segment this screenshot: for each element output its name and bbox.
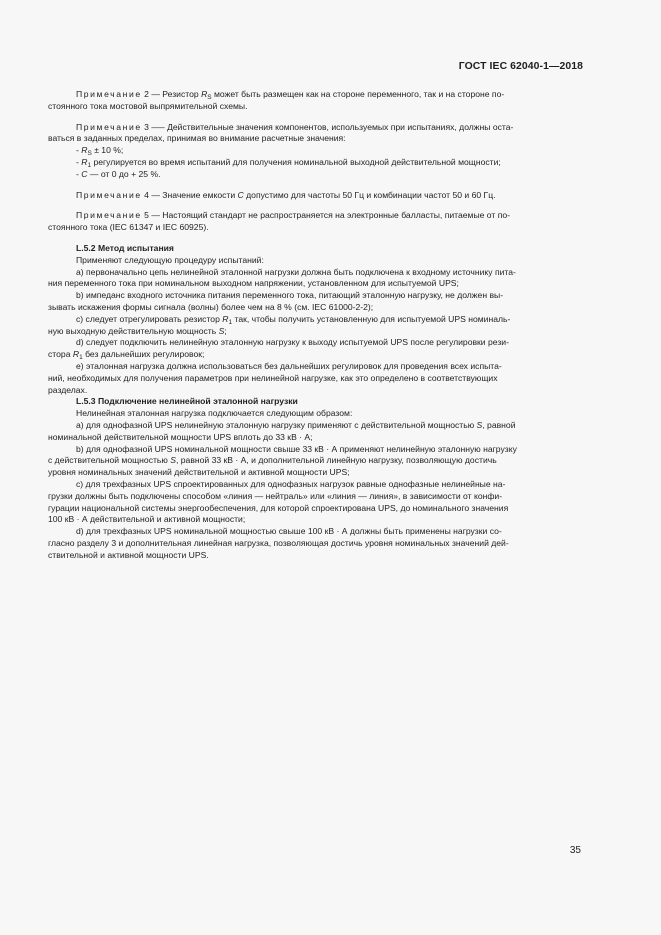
list-item-b: b) импеданс входного источника питания переменного тока, питающий эталонную нагрузку, не должен вы- [76,290,504,301]
note-3-item: - $R_S \pm 10$ %; [76,145,124,158]
section-heading: L.5.2 Метод испытания [76,242,174,253]
list-item-b: b) для однофазной UPS номинальной мощности свыше 33 кВ · А применяют нелинейную эталонную нагрузку [76,443,517,454]
list-item-a: а) первоначально цепь нелинейной эталонной нагрузки должна быть подключена к входному источнику пита- [76,266,516,277]
note-2: Примечание 2 — Резистор $R_S$ может быть размещен как на стороне переменного, так и на стороне по- стоянного тока мостовой выпрямительной схемы. [48,89,505,111]
note-number: 3 [144,121,149,132]
note-label: Примечание [76,121,142,132]
note-3: Примечание 3 —– Действительные значения компонентов, используемых при испытаниях, должны оста- ваться в заданных пределах, принимая во внимание расчетные значения: - $R_S \pm 10$ %; - $R_1$ регулируется во время испытаний для получения номинальной выходной действительной мощности; - C — от 0 до + 25 %. [76,122,584,181]
document-body [48,89,584,561]
page-number: 35 [569,845,581,856]
document-header: ГОСТ IEC 62040-1—2018 [458,61,583,72]
section-l53: L.5.3 Подключение нелинейной эталонной нагрузки Нелинейная эталонная нагрузка подключается следующим образом: а) для однофазной UPS нелинейную эталонную нагрузку применяют с действительной мощностью S, равной номинальной действительной мощности UPS вплоть до 33 кВ · А; b) для однофазной UPS номинальной мощности свыше 33 кВ · А применяют нелинейную эталонную нагрузку с действительной мощностью S, равной 33 кВ · А, и дополнительной линейную нагрузку, позволяющую достичь уровня номинальных значений действительной и активной мощности UPS; с) для трехфазных UPS спроектированных для однофазных нагрузок равные однофазные нелинейные на- грузки должны быть подключены способом «линия — нейтраль» или «линия — линия», в зависимости от конфи- гурации национальной системы энергообеспечения, для которой спроектирована UPS, до номинального значения 100 кВ · А действительной и активной мощности; d) для трехфазных UPS номинальной мощностью свыше 100 кВ · А должны быть применены нагрузки со- гласно разделу 3 и дополнительная линейная нагрузка, позволяющая достичь уровня номинальных значений дей- ствительной и активной мощности UPS. [48,396,584,561]
list-item-c: с) для трехфазных UPS спроектированных для однофазных нагрузок равные однофазные нелинейные на- [76,478,506,489]
note-5: Примечание 5 — Настоящий стандарт не распространяется на электронные балласты, питаемые от по- стоянного тока (IEC 61347 и IEC 60925). [48,210,511,233]
note-number: 5 [144,210,149,221]
list-item-a: а) для однофазной UPS нелинейную эталонную нагрузку применяют с действительной мощностью S, равной [76,419,516,430]
section-l52: L.5.2 Метод испытания Применяют следующую процедуру испытаний: а) первоначально цепь нелинейной эталонной нагрузки должна быть подключена к входному источнику пита- ния переменного тока при номинальном выходном напряжении, установленном для испытуемой UPS; b) импеданс входного источника питания переменного тока, питающий эталонную нагрузку, не должен вы- зывать искажения формы сигнала (волны) более чем на 8 % (см. IEC 61000-2-2); с) следует отрегулировать резистор $R_1$ так, чтобы получить установленную для испытуемой UPS номиналь- ную выходную действительную мощность S; d) следует подключить нелинейную эталонную нагрузку к выходу испытуемой UPS после регулировки рези- стора $R_1$ без дальнейших регулировок; е) эталонная нагрузка должна использоваться без дальнейших регулировок для проведения всех испыта- ний, необходимых для получения параметров при нелинейной нагрузке, как это определено в соответствующих разделах. [48,243,584,396]
list-item-c: с) следует отрегулировать резистор $R_1$ так, чтобы получить установленную для испытуемой UPS номиналь- [76,313,511,326]
note-number: 4 [144,189,149,200]
note-4: Примечание 4 — Значение емкости C допустимо для частоты 50 Гц и комбинации частот 50 и 60 Гц. [76,189,496,200]
note-label: Примечание [76,210,142,221]
note-label: Примечание [76,89,142,99]
note-3-item: - $R_1$ регулируется во время испытаний для получения номинальной выходной действительной мощности; [76,156,501,169]
list-item-d: d) для трехфазных UPS номинальной мощностью свыше 100 кВ · А должны быть применены нагрузки со- [76,526,502,537]
note-number: 2 [144,89,149,99]
note-label: Примечание [76,189,142,200]
section-heading: L.5.3 Подключение нелинейной эталонной нагрузки [76,396,298,407]
note-3-item: - C — от 0 до + 25 %. [76,168,161,179]
list-item-e: е) эталонная нагрузка должна использоваться без дальнейших регулировок для проведения всех испыта- [76,360,502,371]
list-item-d: d) следует подключить нелинейную эталонную нагрузку к выходу испытуемой UPS после регулировки рези- [76,337,509,348]
